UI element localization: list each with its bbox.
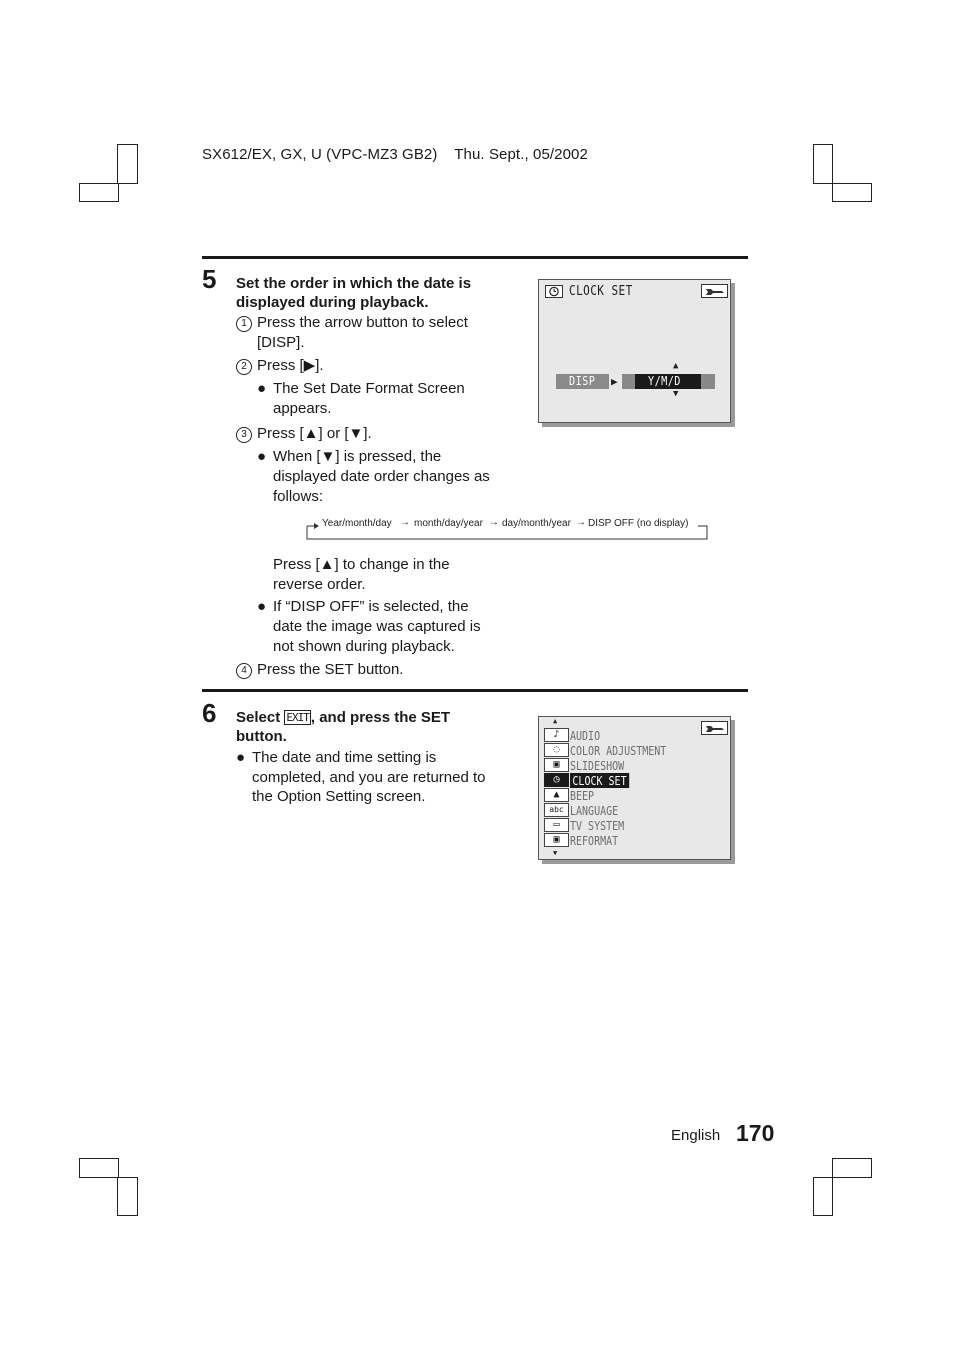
substep-number: 3 bbox=[236, 427, 252, 443]
menu-item-reformat[interactable]: ▣ REFORMAT bbox=[544, 833, 734, 848]
page-number: 170 bbox=[736, 1120, 775, 1146]
section-divider bbox=[202, 689, 748, 692]
screen-title: CLOCK SET bbox=[569, 284, 633, 299]
sequence-item: Year/month/day bbox=[322, 518, 392, 529]
bell-icon: ▲ bbox=[544, 788, 569, 802]
crop-mark bbox=[117, 144, 138, 184]
crop-mark bbox=[832, 1158, 872, 1178]
crop-mark bbox=[813, 1177, 833, 1216]
step-number: 5 bbox=[202, 264, 217, 294]
menu-item-language[interactable]: abc LANGUAGE bbox=[544, 803, 734, 818]
music-note-icon: ♪ bbox=[544, 728, 569, 742]
step-title: Select EXIT , and press the SET button. bbox=[236, 709, 451, 745]
menu-item-beep[interactable]: ▲ BEEP bbox=[544, 788, 734, 803]
clock-icon bbox=[545, 285, 563, 298]
tv-icon: ▭ bbox=[544, 818, 569, 832]
bullet-item: ● The date and time setting is completed, and you are returned to the Option Setting screen. bbox=[236, 749, 486, 805]
bullet-icon: ● bbox=[236, 749, 246, 766]
exit-icon: EXIT bbox=[286, 711, 309, 724]
arrow-right-icon: → bbox=[400, 517, 410, 528]
bullet-icon: ● bbox=[257, 598, 267, 615]
sequence-item: DISP OFF (no display) bbox=[588, 518, 689, 529]
crop-mark bbox=[79, 1158, 119, 1178]
crop-mark bbox=[79, 183, 119, 202]
arrow-right-icon: → bbox=[576, 517, 586, 528]
menu-item-audio[interactable]: ♪ AUDIO bbox=[544, 728, 734, 743]
right-arrow-icon: ▶ bbox=[611, 375, 618, 388]
substep-4: 4 Press the SET button. bbox=[236, 660, 403, 680]
substep-3: 3 Press [▲] or [▼]. bbox=[236, 424, 372, 444]
footer-language: English bbox=[671, 1127, 721, 1144]
crop-mark bbox=[813, 144, 833, 184]
step-title-line: displayed during playback. bbox=[236, 294, 429, 311]
wrench-icon bbox=[701, 284, 728, 298]
crop-mark bbox=[117, 1177, 138, 1216]
step-title-line: Set the order in which the date is bbox=[236, 275, 472, 292]
slideshow-icon: ▣ bbox=[544, 758, 569, 772]
substep-number: 1 bbox=[236, 316, 252, 332]
clock-icon: ◷ bbox=[544, 773, 569, 787]
crop-mark bbox=[832, 183, 872, 202]
menu-item-clock-set[interactable]: ◷ CLOCK SET bbox=[544, 773, 734, 788]
date-format-field bbox=[622, 374, 715, 389]
sequence-item: day/month/year bbox=[502, 518, 571, 529]
bullet-item: ● The Set Date Format Screen appears. bbox=[257, 380, 465, 417]
step-number: 6 bbox=[202, 698, 217, 728]
palette-icon: ◌ bbox=[544, 743, 569, 757]
memory-card-icon: ▣ bbox=[544, 833, 569, 847]
sequence-item: month/day/year bbox=[414, 518, 483, 529]
substep-2: 2 Press [▶]. bbox=[236, 356, 324, 376]
up-arrow-icon: ▲ bbox=[673, 361, 679, 371]
bullet-icon: ● bbox=[257, 380, 267, 397]
reverse-order-note: Press [▲] to change in the reverse order. bbox=[273, 556, 450, 593]
document-header: SX612/EX, GX, U (VPC-MZ3 GB2) Thu. Sept., 05/2002 bbox=[202, 146, 588, 163]
bullet-item: ● When [▼] is pressed, the displayed date order changes as follows: bbox=[257, 448, 490, 505]
disp-label-box: DISP bbox=[556, 374, 609, 389]
substep-1: 1 Press the arrow button to select [DISP]. bbox=[236, 313, 468, 353]
language-icon: abc bbox=[544, 803, 569, 817]
option-setting-screen bbox=[538, 716, 731, 860]
date-format-value: Y/M/D bbox=[648, 374, 681, 388]
clock-set-screen bbox=[538, 279, 731, 423]
menu-item-slideshow[interactable]: ▣ SLIDESHOW bbox=[544, 758, 734, 773]
arrow-right-icon: → bbox=[489, 517, 499, 528]
down-arrow-icon: ▼ bbox=[553, 849, 558, 857]
step-title bbox=[236, 274, 471, 312]
substep-number: 2 bbox=[236, 359, 252, 375]
bullet-item: ● If “DISP OFF” is selected, the date the image was captured is not shown during playback. bbox=[257, 598, 481, 655]
section-divider bbox=[202, 256, 748, 259]
down-arrow-icon: ▼ bbox=[673, 389, 679, 399]
up-arrow-icon: ▲ bbox=[553, 717, 558, 725]
menu-item-color-adjustment[interactable]: ◌ COLOR ADJUSTMENT bbox=[544, 743, 734, 758]
bullet-icon: ● bbox=[257, 448, 267, 465]
substep-number: 4 bbox=[236, 663, 252, 679]
menu-item-tv-system[interactable]: ▭ TV SYSTEM bbox=[544, 818, 734, 833]
